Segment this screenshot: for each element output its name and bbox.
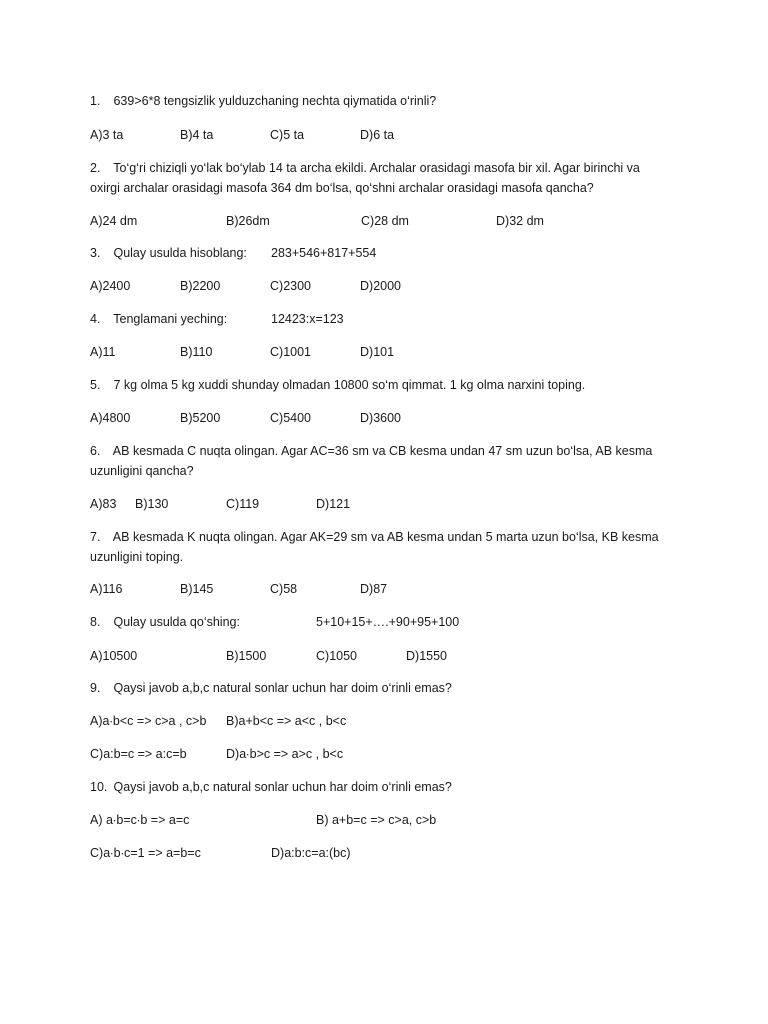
option-c: C)5 ta [270,128,305,142]
option-a: A) a∙b=c∙b => a=c [90,813,190,827]
question-9 [90,678,452,698]
question-text: Qulay usulda qo‘shing: [113,615,240,629]
question-1 [90,91,436,111]
option-c: C)a:b=c => a:c=b [90,747,187,761]
option-b: B) a+b=c => c>a, c>b [316,813,437,827]
option-c: C)5400 [270,411,311,425]
option-a: A)3 ta [90,128,124,142]
question-3 [90,243,377,263]
question-6 [90,441,652,461]
question-expression: 12423:x=123 [271,312,344,326]
question-number: 2. [90,161,101,175]
question-number: 7. [90,530,101,544]
option-d: D)121 [316,497,351,511]
option-a: A)24 dm [90,214,138,228]
option-a: A)4800 [90,411,131,425]
option-d: D)3600 [360,411,401,425]
question-text: Qulay usulda hisoblang: [113,246,247,260]
question-number: 6. [90,444,101,458]
option-b: B)5200 [180,411,221,425]
question-6-continued [90,461,194,481]
option-a: A)116 [90,582,123,596]
option-d: D)101 [360,345,395,359]
option-c: C)a∙b∙c=1 => a=b=c [90,846,201,860]
option-d: D)32 dm [496,214,544,228]
option-c: C)1001 [270,345,311,359]
option-a: A)2400 [90,279,131,293]
question-2-continued [90,178,594,198]
question-number: 3. [90,246,101,260]
question-number: 4. [90,312,101,326]
question-text-line2: uzunligini qancha? [90,464,194,478]
option-d: D)87 [360,582,388,596]
option-d: D)6 ta [360,128,395,142]
option-c: C)119 [226,497,260,511]
question-5 [90,375,585,395]
question-7 [90,527,659,547]
option-d: D)2000 [360,279,401,293]
option-b: B)a+b<c => a<c , b<c [226,714,347,728]
question-expression: 5+10+15+….+90+95+100 [316,615,460,629]
question-text-line1: To‘g‘ri chiziqli yo‘lak bo‘ylab 14 ta archa ekildi. Archalar orasidagi masofa bir xil. Agar birinchi va [113,161,640,175]
option-c: C)58 [270,582,298,596]
option-d: D)a:b:c=a:(bc) [271,846,351,860]
question-number: 10. [90,780,108,794]
question-text-line1: AB kesmada K nuqta olingan. Agar AK=29 sm va AB kesma undan 5 marta uzun bo‘lsa, KB kesma [112,530,659,544]
option-c: C)1050 [316,649,357,663]
question-text-line2: oxirgi archalar orasidagi masofa 364 dm bo‘lsa, qo‘shni archalar orasidagi masofa qancha? [90,181,594,195]
option-b: B)2200 [180,279,221,293]
question-text: Tenglamani yeching: [113,312,228,326]
question-number: 8. [90,615,101,629]
question-number: 1. [90,94,101,108]
question-7-continued [90,547,183,567]
option-d: D)1550 [406,649,447,663]
option-c: C)28 dm [361,214,409,228]
question-text-line1: AB kesmada C nuqta olingan. Agar AC=36 sm va CB kesma undan 47 sm uzun bo‘lsa, AB kesma [112,444,653,458]
question-expression: 283+546+817+554 [271,246,377,260]
question-number: 9. [90,681,101,695]
question-text: 639>6*8 tengsizlik yulduzchaning nechta qiymatida o‘rinli? [113,94,437,108]
option-a: A)11 [90,345,116,359]
option-d: D)a∙b>c => a>c , b<c [226,747,344,761]
option-b: B)110 [180,345,213,359]
option-a: A)83 [90,497,117,511]
question-number: 5. [90,378,101,392]
question-10 [90,777,452,797]
question-text: Qaysi javob a,b,c natural sonlar uchun har doim o‘rinli emas? [113,780,452,794]
question-4 [90,309,344,329]
question-text: 7 kg olma 5 kg xuddi shunday olmadan 10800 so‘m qimmat. 1 kg olma narxini toping. [113,378,586,392]
question-2 [90,158,640,178]
option-c: C)2300 [270,279,311,293]
option-b: B)26dm [226,214,270,228]
option-b: B)1500 [226,649,267,663]
question-8 [90,612,460,632]
option-a: A)10500 [90,649,138,663]
option-b: B)4 ta [180,128,214,142]
question-text: Qaysi javob a,b,c natural sonlar uchun har doim o‘rinli emas? [113,681,452,695]
option-b: B)130 [135,497,169,511]
option-a: A)a∙b<c => c>a , c>b [90,714,207,728]
question-text-line2: uzunligini toping. [90,550,184,564]
option-b: B)145 [180,582,214,596]
